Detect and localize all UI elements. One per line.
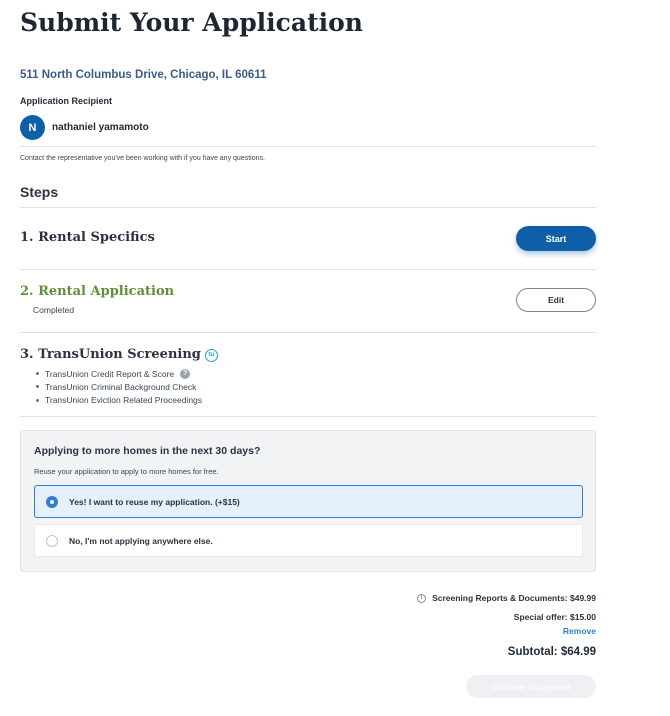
list-item [36,367,202,380]
property-address: 511 North Columbus Drive, Chicago, IL 60611 [20,69,267,81]
radio-unselected-icon[interactable] [46,535,58,547]
recipient [20,115,149,140]
info-icon[interactable]: i [417,594,426,603]
bullet-icon [36,399,39,402]
step-status: Completed [33,305,75,315]
list-item [36,380,202,393]
step-transunion-title [20,347,218,362]
report-label: TransUnion Credit Report & Score [45,368,175,379]
start-button[interactable]: Start [516,226,596,251]
reuse-title: Applying to more homes in the next 30 days? [34,445,261,457]
option-label: No, I'm not applying anywhere else. [69,535,213,546]
step-rental-application-title: 2. Rental Application [20,284,175,299]
divider [20,416,596,417]
bullet-icon [36,385,39,388]
avatar: N [20,115,45,140]
screening-reports-list [36,367,202,407]
list-item [36,394,202,407]
special-offer-label: Special offer: $15.00 [513,612,596,622]
screening-fee-row [417,593,596,603]
reuse-no-option[interactable] [34,524,583,557]
divider [20,269,596,270]
report-label: TransUnion Criminal Background Check [45,381,197,392]
divider [20,146,596,147]
bullet-icon [36,372,39,375]
divider [20,332,596,333]
screening-fee-label: Screening Reports & Documents: $49.99 [432,593,596,603]
radio-selected-icon[interactable] [46,496,58,508]
option-label: Yes! I want to reuse my application. (+$15) [69,496,240,507]
recipient-heading: Application Recipient [20,96,113,106]
continue-to-payment-button[interactable]: Continue to payment [466,675,596,698]
recipient-name: nathaniel yamamoto [52,122,149,133]
help-icon[interactable]: ? [180,369,190,379]
step-rental-specifics-title: 1. Rental Specifics [20,230,155,245]
report-label: TransUnion Eviction Related Proceedings [45,395,203,406]
contact-note: Contact the representative you've been working with if you have any questions. [20,155,265,162]
reuse-application-panel [20,430,596,572]
remove-offer-link[interactable]: Remove [562,626,596,636]
special-offer-row [514,612,596,622]
reuse-subtitle: Reuse your application to apply to more homes for free. [34,467,219,476]
step-transunion-label: 3. TransUnion Screening [20,347,201,362]
edit-button[interactable]: Edit [516,288,596,312]
divider [20,207,596,208]
steps-heading: Steps [20,184,59,200]
subtotal: Subtotal: $64.99 [507,646,596,658]
reuse-yes-option[interactable] [34,485,583,518]
page-title: Submit Your Application [20,8,363,37]
transunion-logo-icon: tu [205,349,218,362]
